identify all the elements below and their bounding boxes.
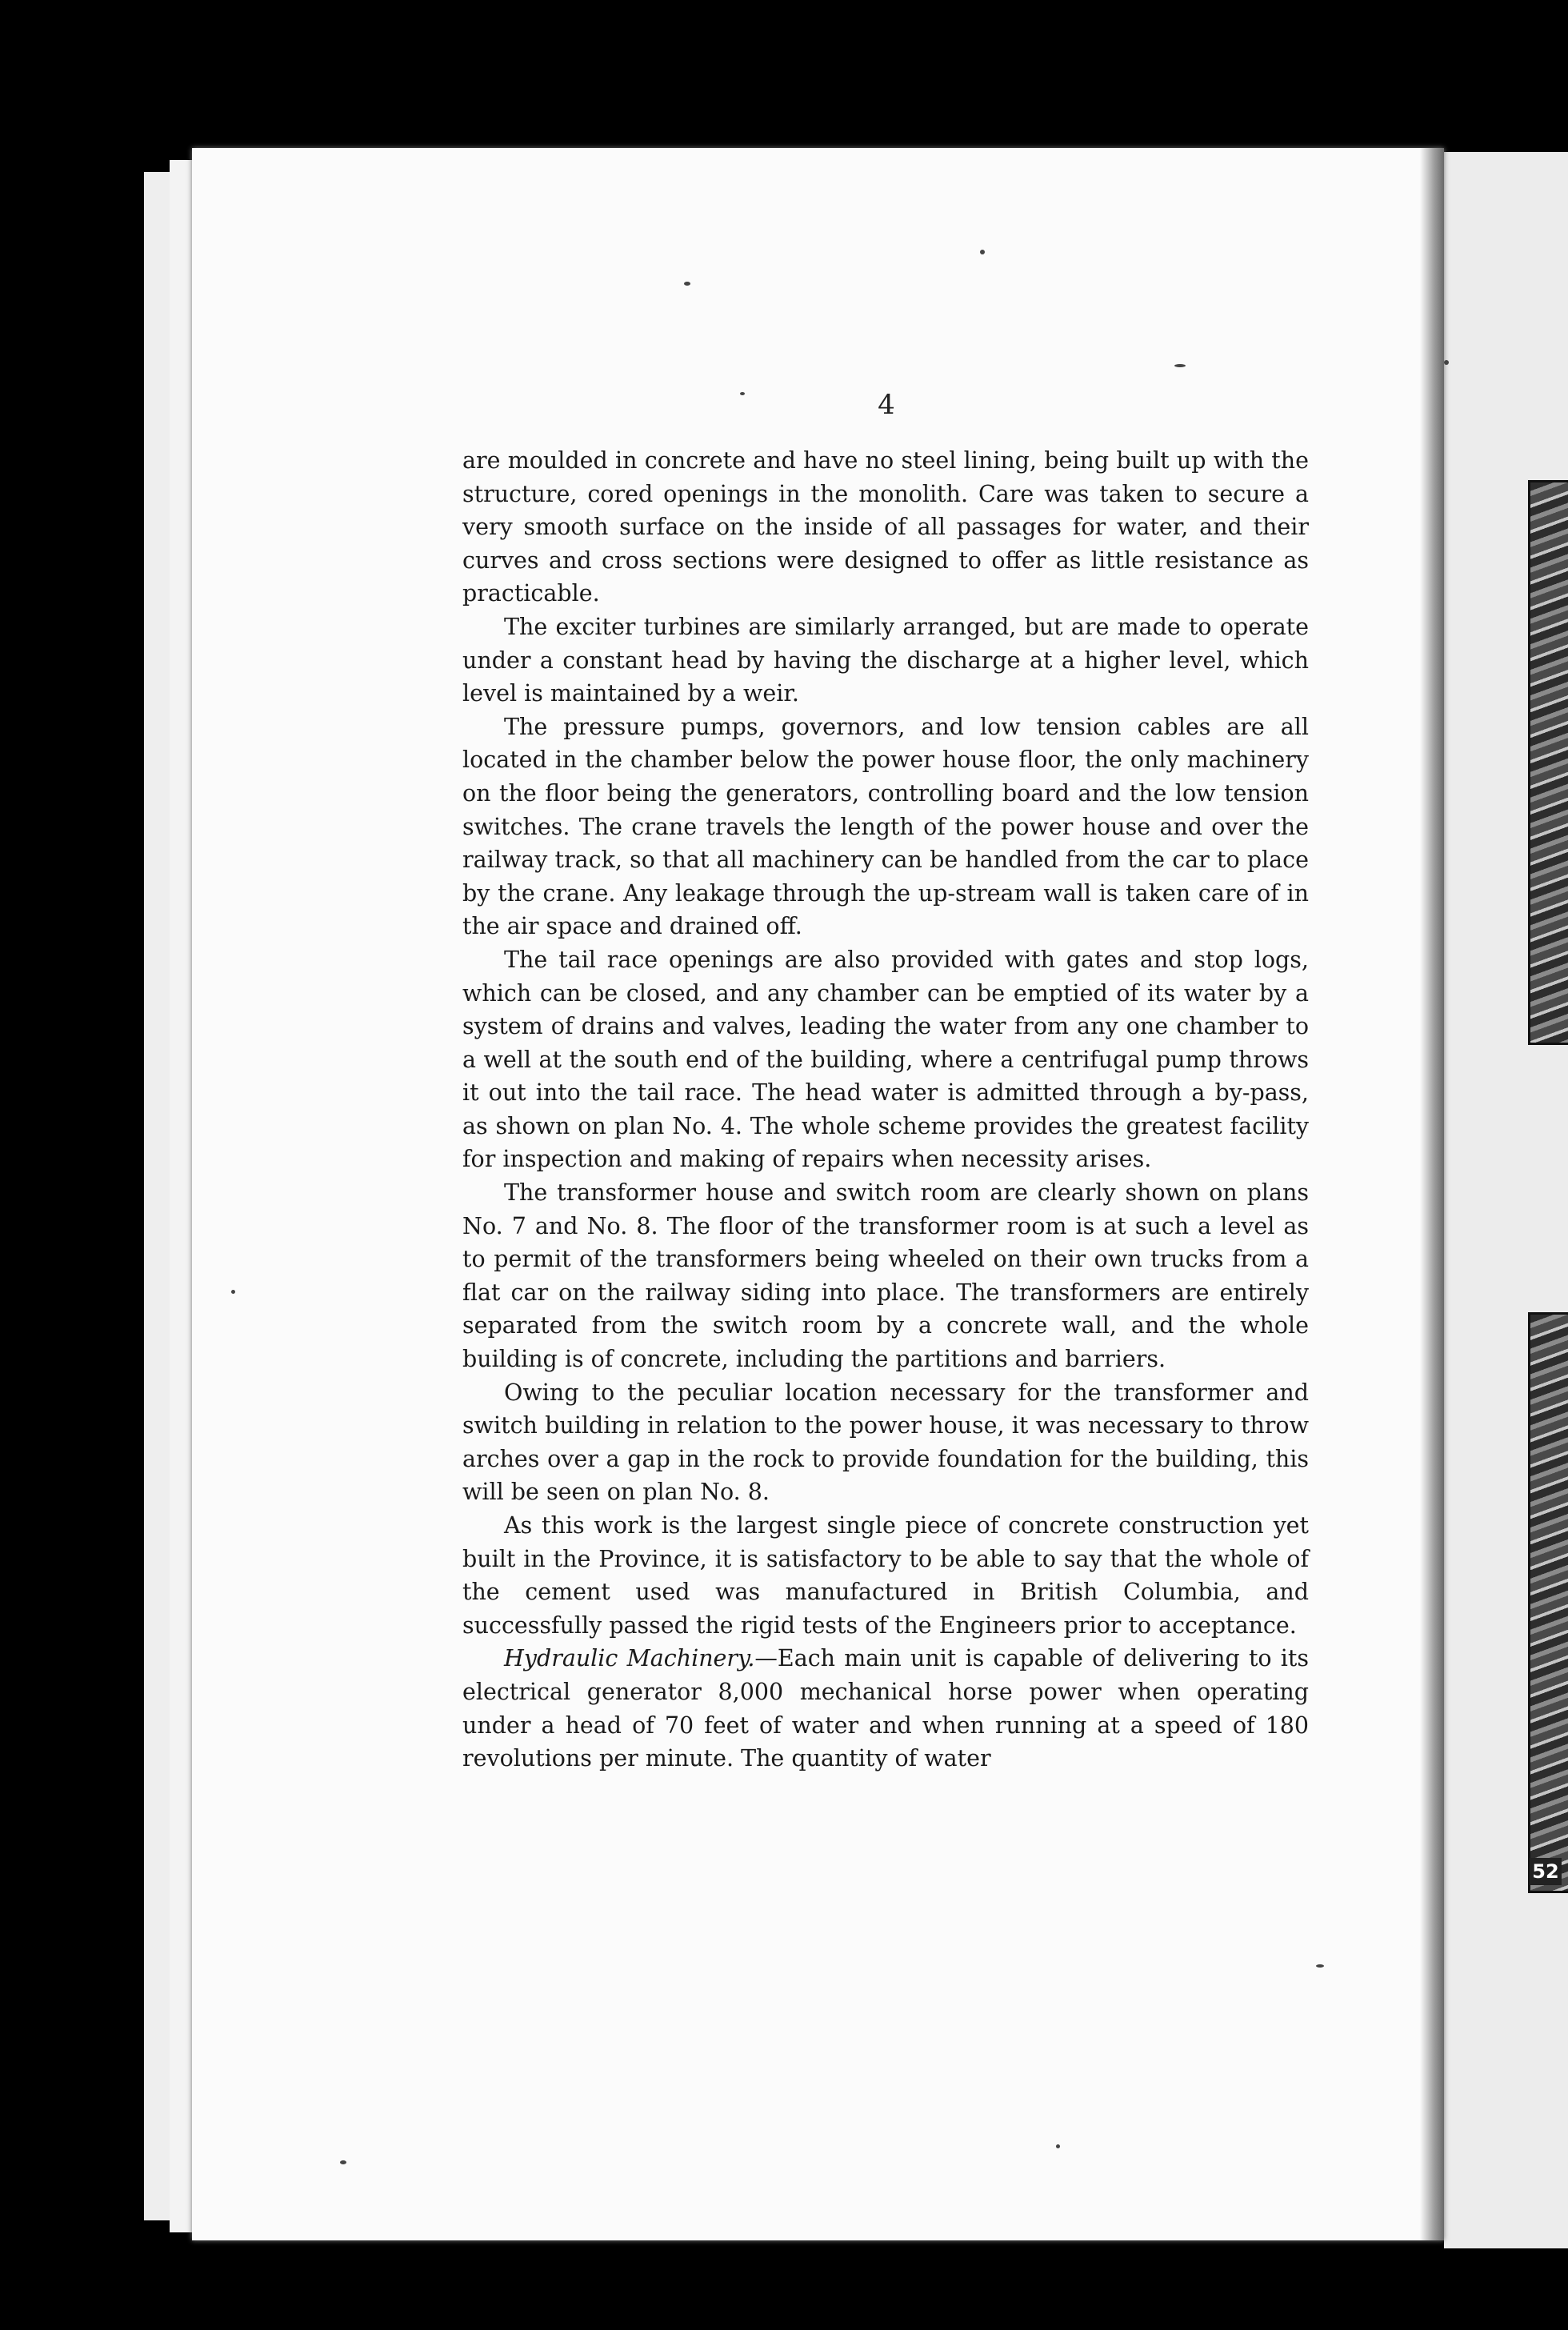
facing-photo-bottom	[1528, 1312, 1568, 1893]
section-heading: Hydraulic Machinery.	[504, 1645, 755, 1672]
page-number: 4	[878, 389, 895, 421]
paragraph: The tail race openings are also provided with gates and stop logs, which can be closed, and any chamber can be emptied of its water by a system of drains and valves, leading the water from any one chamber to a well at the south end of the building, where a centrifugal pump throws it out into the tail race. The head water is admitted through a by-pass, as shown on plan No. 4. The whole scheme provides the greatest facility for inspection and making of repairs when necessity arises.	[462, 946, 1309, 1173]
paragraph	[462, 1642, 1309, 1775]
dust-speck	[1444, 360, 1449, 365]
paragraph: The transformer house and switch room are clearly shown on plans No. 7 and No. 8. The floor of the transformer room is at such a level as to permit of the transformers being wheeled on their own trucks from a flat car on the railway siding into place. The transformers are entirely separated from the switch room by a concrete wall, and the whole building is of concrete, including the partitions and barriers.	[462, 1179, 1309, 1373]
paragraph-text: —Each main unit is capable of delivering to its electrical generator 8,000 mechanical horse power when operating under a head of 70 feet of water and when running at a speed of 180 revolutions per minute. The quantity of water	[462, 1645, 1309, 1772]
paragraph: The pressure pumps, governors, and low tension cables are all located in the chamber below the power house floor, the only machinery on the floor being the generators, controlling board and the low tension switches. The crane travels the length of the power house and over the railway track, so that all machinery can be handled from the car to place by the crane. Any leakage through the up-stream wall is taken care of in the air space and drained off.	[462, 713, 1309, 940]
paragraph: The exciter turbines are similarly arranged, but are made to operate under a constant head by having the discharge at a higher level, which level is maintained by a weir.	[462, 613, 1309, 707]
dust-speck	[740, 392, 745, 395]
facing-photo-top	[1528, 480, 1568, 1045]
paragraph: are moulded in concrete and have no steel lining, being built up with the structure, cored openings in the monolith. Care was taken to secure a very smooth surface on the inside of all passages for water, and their curves and cross sections were designed to offer as little resistance as practicable.	[462, 447, 1309, 607]
dust-speck	[684, 282, 690, 286]
dust-speck	[231, 1290, 235, 1294]
paragraph: As this work is the largest single piece of concrete construction yet built in the Province, it is satisfactory to be able to say that the whole of the cement used was manufactured in British Columbia, and successfully passed the rigid tests of the Engineers prior to acceptance.	[462, 1512, 1309, 1639]
paragraph: Owing to the peculiar location necessary for the transformer and switch building in relation to the power house, it was necessary to throw arches over a gap in the rock to provide foundation for the building, this will be seen on plan No. 8.	[462, 1379, 1309, 1506]
dust-speck	[1056, 2144, 1060, 2148]
dust-speck	[1316, 1964, 1324, 1968]
facing-page	[1444, 152, 1568, 2248]
photo-label: 52	[1530, 1858, 1562, 1885]
body-text	[462, 444, 1309, 1776]
dust-speck	[340, 2160, 346, 2164]
dust-speck	[1174, 364, 1186, 367]
dust-speck	[980, 250, 985, 254]
page-gutter-shadow	[1420, 148, 1444, 2240]
